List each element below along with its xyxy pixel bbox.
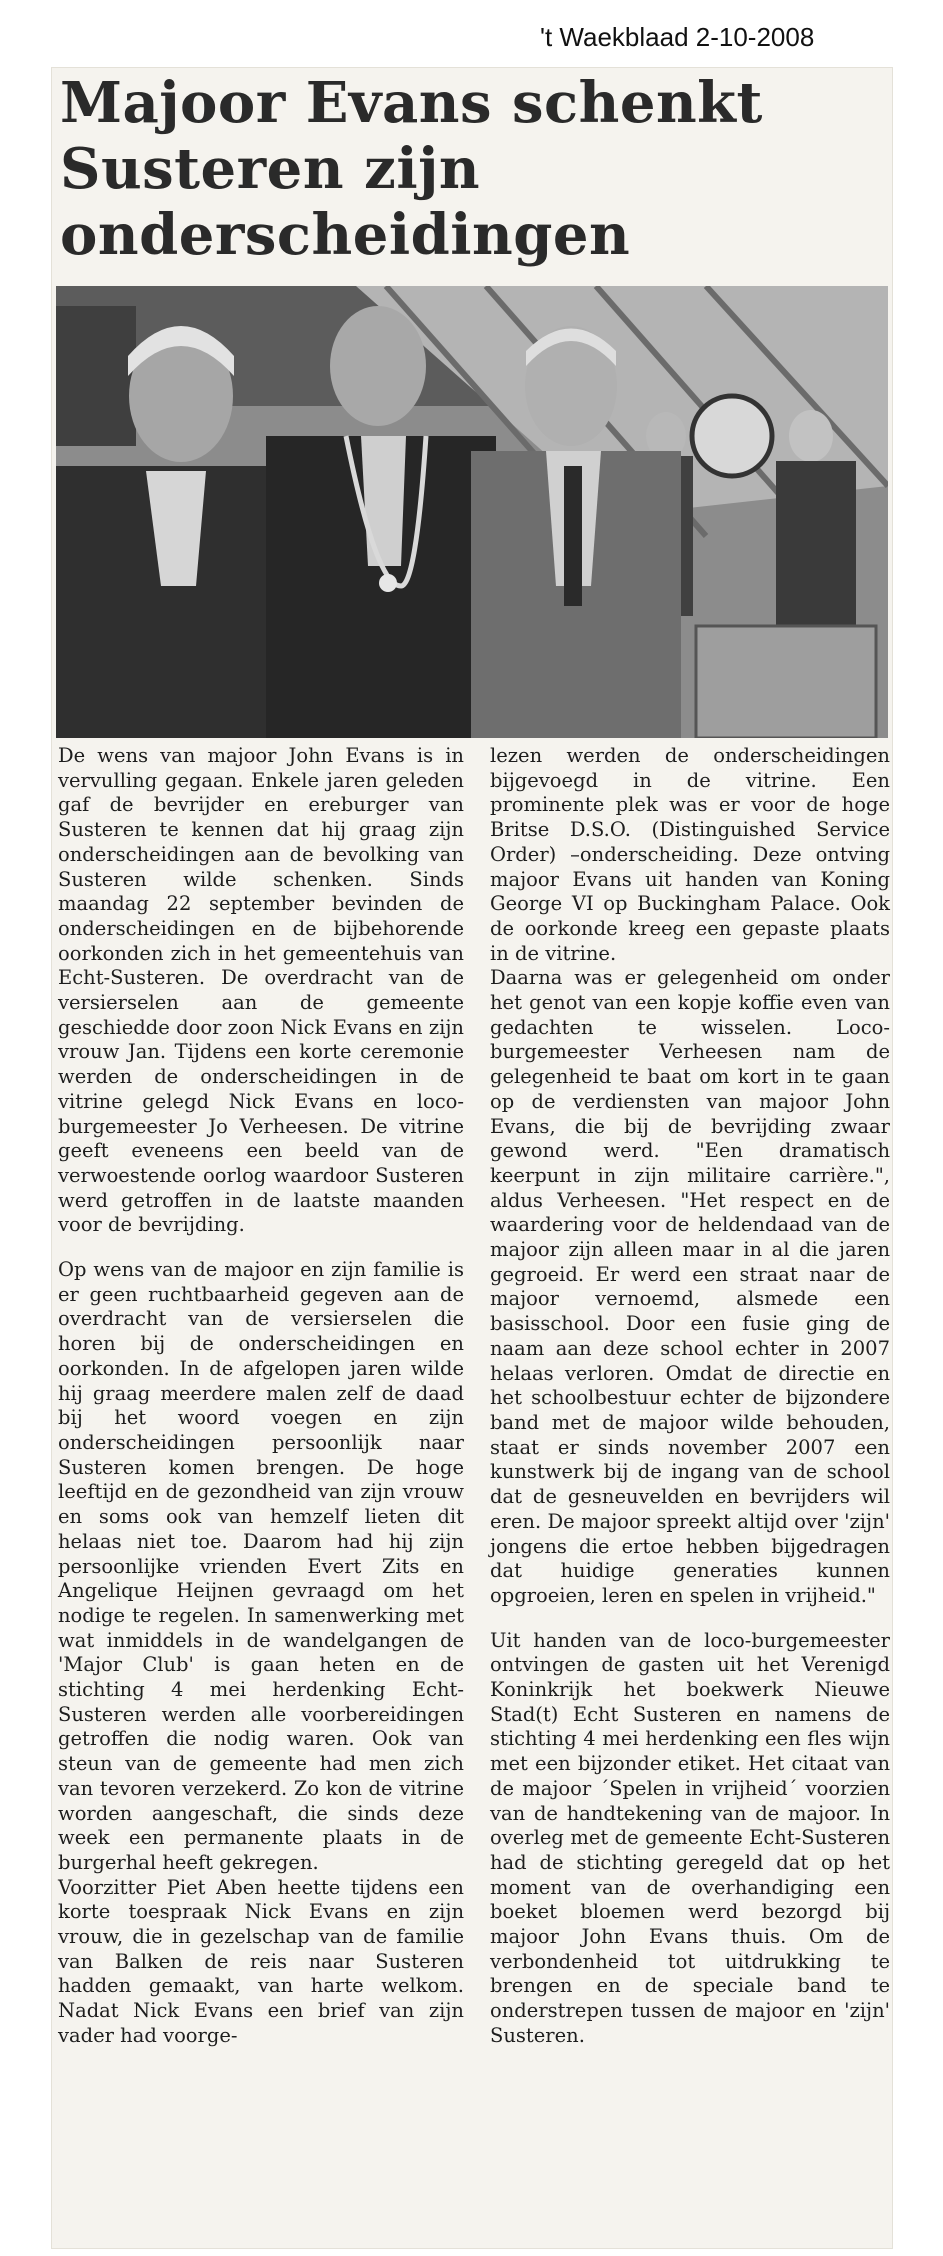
paragraph: Voorzitter Piet Aben heette tijdens een korte toespraak Nick Evans en zijn vrouw, die in gezelschap van de familie van Balken de reis naar Susteren hadden gemaakt, van harte welkom. Nadat Nick Evans een brief van zijn vader had voorge-: [58, 1875, 464, 2047]
paragraph: Uit handen van de loco-burgemeester ontvingen de gasten uit het Verenigd Koninkrijk het boekwerk Nieuwe Stad(t) Echt Susteren en namens de stichting 4 mei herdenking een fles wijn met een bijzonder etiket. Het citaat van de majoor ´Spelen in vrijheid´ voorzien van de handtekening van de majoor. In overleg met de gemeente Echt-Susteren had de stichting geregeld dat op het moment van de overhandiging een boeket bloemen werd bezorgd bij majoor John Evans thuis. Om de verbondenheid tot uitdrukking te brengen en de speciale band te onderstrepen tussen de majoor en 'zijn' Susteren.: [490, 1628, 890, 2047]
source-label: 't Waekblaad 2-10-2008: [540, 22, 815, 52]
paragraph: Op wens van de majoor en zijn familie is er geen ruchtbaarheid gegeven aan de overdracht van de versierselen die horen bij de onderscheidingen en oorkonden. In de afgelopen jaren wilde hij graag meerdere malen zelf de daad bij het woord voegen en zijn onderscheidingen persoonlijk naar Susteren komen brengen. De hoge leeftijd en de gezondheid van zijn vrouw en soms ook van hemzelf lieten dit helaas niet toe. Daarom had hij zijn persoonlijke vrienden Evert Zits en Angelique Heijnen gevraagd om het nodige te regelen. In samenwerking met wat inmiddels in de wandelgangen de 'Major Club' is gaan heten en de stichting 4 mei herdenking Echt-Susteren werden alle voorbereidingen getroffen die nodig waren. Ook van steun van de gemeente had men zich van tevoren verzekerd. Zo kon de vitrine worden aangeschaft, die sinds deze week een permanente plaats in de burgerhal heeft gekregen.: [58, 1258, 464, 1874]
article-column-left: [58, 744, 464, 2069]
article-photo: [56, 286, 888, 738]
article-headline: Majoor Evans schenkt Susteren zijn onderscheidingen: [60, 70, 763, 268]
photo-of-three-men-at-display-case: [56, 286, 888, 738]
paragraph: De wens van majoor John Evans is in vervulling gegaan. Enkele jaren geleden gaf de bevrijder en ereburger van Susteren te kennen dat hij graag zijn onderscheidingen aan de bevolking van Susteren wilde schenken. Sinds maandag 22 september bevinden de onderscheidingen en de bijbehorende oorkonden zich in het gemeentehuis van Echt-Susteren. De overdracht van de versierselen aan de gemeente geschiedde door zoon Nick Evans en zijn vrouw Jan. Tijdens een korte ceremonie werden de onderscheidingen in de vitrine gelegd Nick Evans en loco-burgemeester Jo Verheesen. De vitrine geeft eveneens een beeld van de verwoestende oorlog waardoor Susteren werd getroffen in de laatste maanden voor de bevrijding.: [58, 744, 464, 1237]
article-column-right: [490, 744, 890, 2069]
paragraph: lezen werden de onderscheidingen bijgevoegd in de vitrine. Een prominente plek was er voor de hoge Britse D.S.O. (Distinguished Service Order) –onderscheiding. Deze ontving majoor Evans uit handen van Koning George VI op Buckingham Palace. Ook de oorkonde kreeg een gepaste plaats in de vitrine.: [490, 744, 890, 965]
paragraph: Daarna was er gelegenheid om onder het genot van een kopje koffie even van gedachten te wisselen. Loco-burgemeester Verheesen nam de gelegenheid te baat om kort in te gaan op de verdiensten van majoor John Evans, die bij de bevrijding zwaar gewond werd. "Een dramatisch keerpunt in zijn militaire carrière.", aldus Verheesen. "Het respect en de waardering voor de heldendaad van de majoor zijn alleen maar in al die jaren gegroeid. Er werd een straat naar de majoor vernoemd, alsmede een basisschool. Door een fusie ging de naam aan deze school echter in 2007 helaas verloren. Omdat de directie en het schoolbestuur echter de bijzondere band met de majoor wilde behouden, staat er sinds november 2007 een kunstwerk bij de ingang van de school dat de gesneuvelden en bevrijders wil eren. De majoor spreekt altijd over 'zijn' jongens die ertoe hebben bijgedragen dat huidige generaties kunnen opgroeien, leren en spelen in vrijheid.": [490, 966, 890, 1607]
